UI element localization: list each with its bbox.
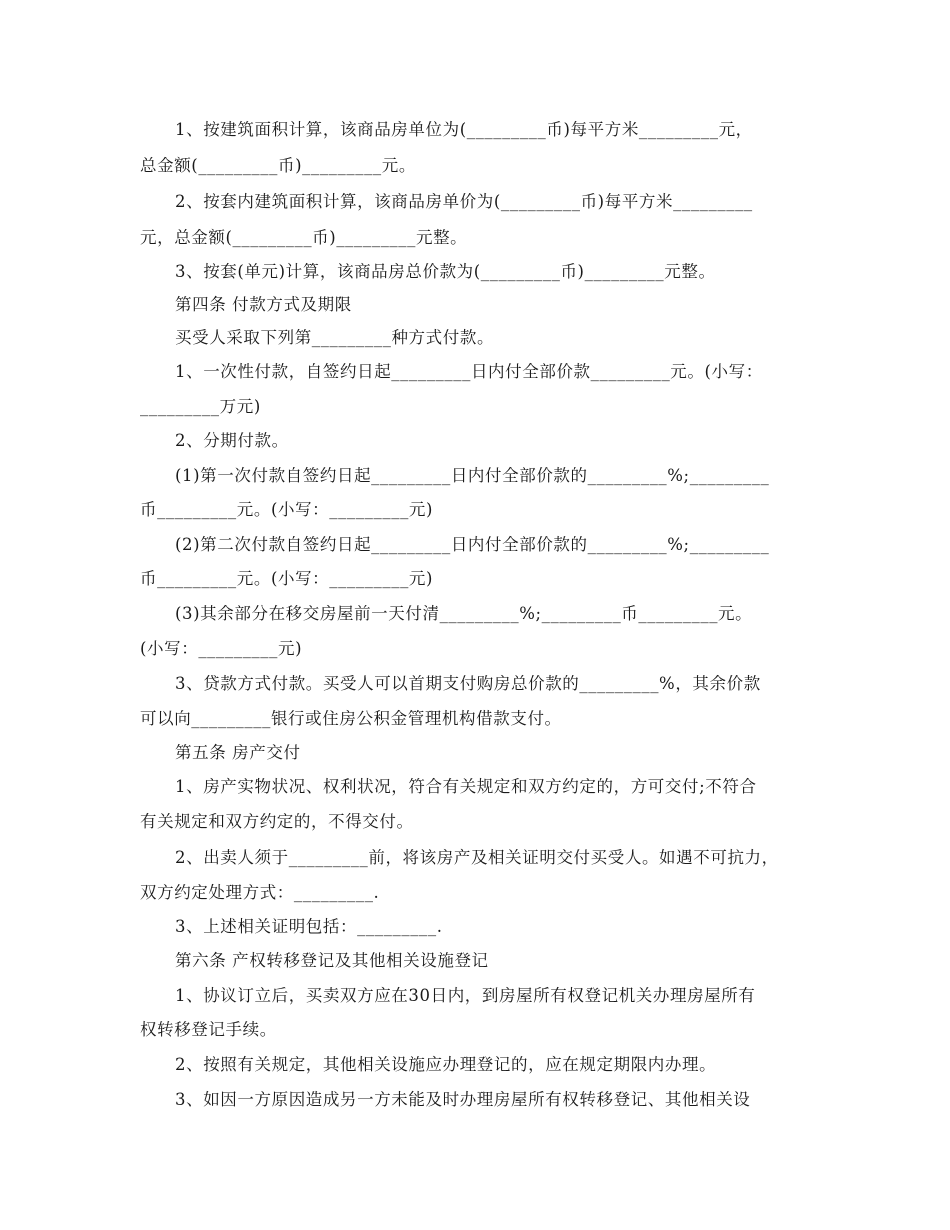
text-line: 1、协议订立后，买卖双方应在30日内，到房屋所有权登记机关办理房屋所有: [175, 986, 756, 1005]
text-line: 2、按照有关规定，其他相关设施应办理登记的，应在规定期限内办理。: [175, 1055, 717, 1074]
text-line: 2、按套内建筑面积计算，该商品房单价为(_________币)每平方米_________: [175, 192, 753, 211]
text-line: 3、按套(单元)计算，该商品房总价款为(_________币)_________元整。: [175, 262, 716, 281]
text-line: 2、分期付款。: [175, 431, 289, 450]
text-line: (小写：_________元): [140, 639, 303, 658]
text-line: 权转移登记手续。: [140, 1020, 277, 1039]
text-line: 总金额(_________币)_________元。: [140, 156, 416, 175]
text-line: (1)第一次付款自签约日起_________日内付全部价款的_________%;_________: [175, 466, 770, 485]
text-line: 3、上述相关证明包括：_________.: [175, 917, 443, 936]
text-line: 1、房产实物状况、权利状况，符合有关规定和双方约定的，方可交付;不符合: [175, 777, 757, 796]
text-line: 2、出卖人须于_________前，将该房产及相关证明交付买受人。如遇不可抗力，: [175, 848, 779, 867]
text-line: 元，总金额(_________币)_________元整。: [140, 228, 468, 247]
text-line: 买受人采取下列第_________种方式付款。: [175, 328, 495, 347]
text-line: (3)其余部分在移交房屋前一天付清_________%;_________币_________元。: [175, 604, 753, 623]
text-line: 1、按建筑面积计算，该商品房单位为(_________币)每平方米_________元，: [175, 120, 753, 139]
text-line: 币_________元。(小写：_________元): [140, 569, 434, 588]
text-line: 有关规定和双方约定的，不得交付。: [140, 812, 414, 831]
text-line: 双方约定处理方式：_________.: [140, 883, 380, 902]
section-heading: 第五条 房产交付: [175, 743, 301, 762]
text-line: 3、如因一方原因造成另一方未能及时办理房屋所有权转移登记、其他相关设: [175, 1090, 751, 1109]
text-line: 3、贷款方式付款。买受人可以首期支付购房总价款的_________%，其余价款: [175, 674, 761, 693]
section-heading: 第六条 产权转移登记及其他相关设施登记: [175, 951, 489, 970]
text-line: 1、一次性付款，自签约日起_________日内付全部价款_________元。(小写：: [175, 362, 763, 381]
text-line: _________万元): [140, 397, 261, 416]
text-line: 可以向_________银行或住房公积金管理机构借款支付。: [140, 709, 562, 728]
text-line: 币_________元。(小写：_________元): [140, 500, 434, 519]
text-line: (2)第二次付款自签约日起_________日内付全部价款的_________%;_________: [175, 535, 770, 554]
section-heading: 第四条 付款方式及期限: [175, 295, 352, 314]
